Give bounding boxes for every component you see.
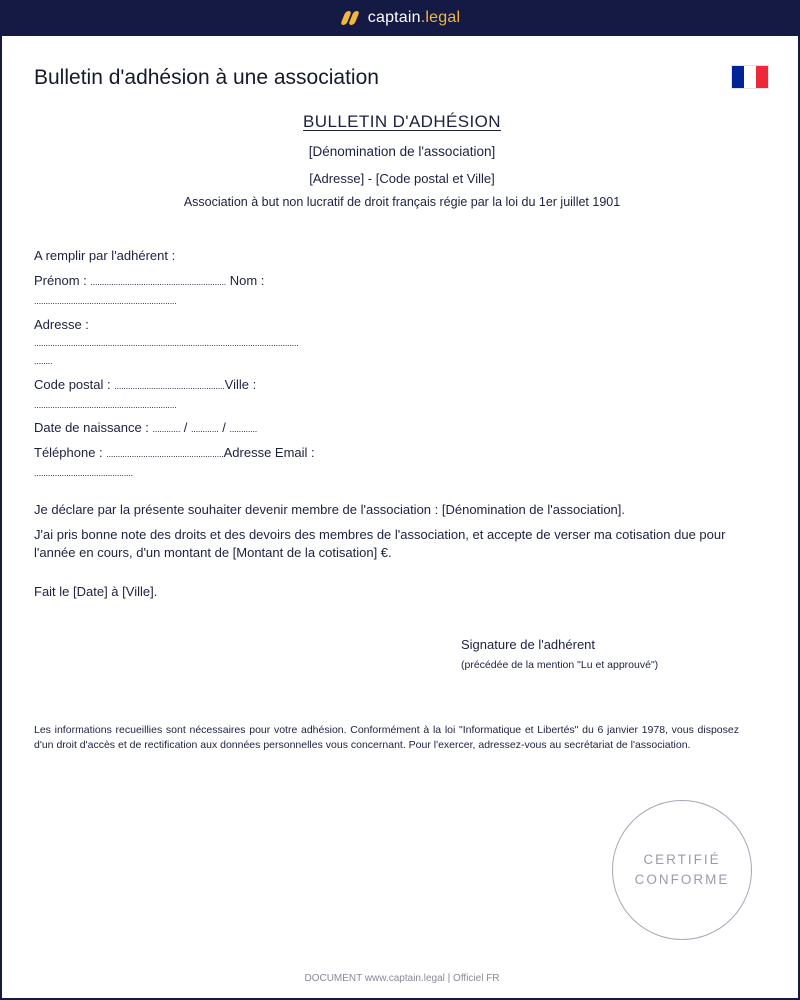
email-field[interactable]: ........................................... <box>34 468 133 478</box>
date-naissance-label: Date de naissance : <box>34 420 153 435</box>
date-separator: / <box>180 420 191 435</box>
nom-label: Nom : <box>226 273 265 288</box>
association-legal-status: Association à but non lucratif de droit français régie par la loi du 1er juillet 1901 <box>183 195 621 209</box>
association-address: [Adresse] - [Code postal et Ville] <box>309 171 495 186</box>
brand[interactable] <box>340 9 460 27</box>
certified-stamp <box>612 800 752 940</box>
code-postal-label: Code postal : <box>34 377 115 392</box>
telephone-field[interactable]: ................................................... <box>106 449 224 459</box>
footer-text: DOCUMENT www.captain.legal | Officiel FR <box>304 973 500 984</box>
date-separator: / <box>218 420 230 435</box>
naissance-year-field[interactable]: ............ <box>229 424 258 434</box>
ville-label: Ville : <box>224 377 257 392</box>
code-postal-field[interactable]: ................................................ <box>114 381 225 391</box>
nom-field[interactable]: .............................................................. <box>34 296 177 306</box>
adresse-field[interactable]: ................................................................................................................... <box>34 338 299 348</box>
legal-notice: Les informations recueillies sont nécessaires pour votre adhésion. Conformément à la loi "Informatique et Libertés" du 6 janvier 1978, vous disposez d'un droit d'accès et de rectification aux données personnelles vous concernant. Pour l'exercer, adressez-vous au secrétariat de l'association. <box>34 724 739 751</box>
cp-ville-line <box>34 377 256 392</box>
signature-note: (précédée de la mention "Lu et approuvé") <box>461 659 659 671</box>
association-name: [Dénomination de l'association] <box>308 144 496 159</box>
ville-field[interactable]: .............................................................. <box>34 400 177 410</box>
prenom-nom-line <box>34 273 264 288</box>
signature-title: Signature de l'adhérent <box>461 637 596 652</box>
captain-logo-icon <box>340 10 360 26</box>
form-intro: A remplir par l'adhérent : <box>34 248 176 263</box>
telephone-label: Téléphone : <box>34 445 107 460</box>
stamp-line-1: CERTIFIÉ <box>643 852 721 867</box>
stamp-line-2: CONFORME <box>634 872 730 887</box>
declaration-text: Je déclare par la présente souhaiter devenir membre de l'association : [Dénomination de l'association]. <box>34 502 626 517</box>
naissance-month-field[interactable]: ............ <box>190 424 219 434</box>
form-heading: BULLETIN D'ADHÉSION <box>303 112 501 131</box>
document-title: Bulletin d'adhésion à une association <box>34 66 379 89</box>
email-label: Adresse Email : <box>223 445 315 460</box>
date-naissance-line <box>34 420 257 435</box>
place-date-text: Fait le [Date] à [Ville]. <box>34 584 158 599</box>
adresse-label: Adresse : <box>34 317 89 332</box>
naissance-day-field[interactable]: ............ <box>152 424 181 434</box>
acknowledgement-text: J'ai pris bonne note des droits et des devoirs des membres de l'association, et accepte de verser ma cotisation due pour l'année en cours, d'un montant de [Montant de la cotisation] €. <box>34 527 726 560</box>
adresse-field-continued[interactable]: ........ <box>34 356 53 366</box>
tel-email-line <box>34 445 315 460</box>
prenom-label: Prénom : <box>34 273 91 288</box>
brand-name: captain.legal <box>367 9 461 26</box>
french-flag-icon <box>731 65 769 89</box>
top-bar <box>2 0 798 36</box>
prenom-field[interactable]: ........................................................... <box>90 277 227 287</box>
